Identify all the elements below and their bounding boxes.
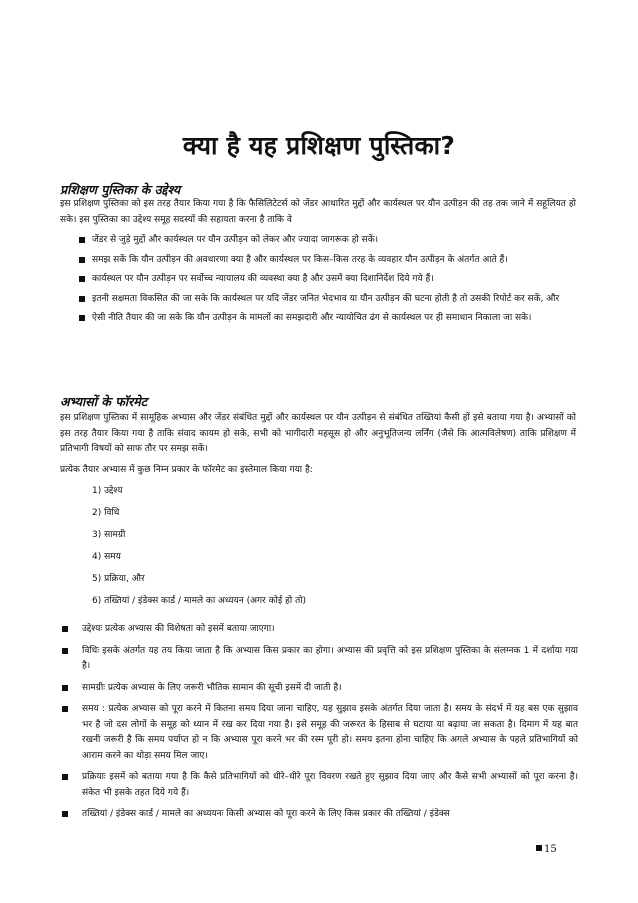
- list-item: 3) सामग्री: [92, 530, 126, 540]
- list-item: 5) प्रक्रिया, और: [92, 574, 145, 584]
- square-bullet-icon: [79, 315, 85, 321]
- list-item: समय : प्रत्येक अभ्यास को पूरा करने में कितना समय दिया जाना चाहिए, यह सुझाव इसके अंतर्गत दिया जाता है। समय के संदर्भ में यह बस एक सुझाव भर है जो दस लोगों के समूह को ध्यान में रख कर दिया गया है। इसे समूह की जरूरत के हिसाब से घटाया या बढ़ाया जा सकता है। दिमाग में यह बात रखनी जरूरी है कि समय पर्याप्त हो न कि अभ्यास पूरा करने भर की रस्म पूरी हो। समय इतना होना चाहिए कि अगले अभ्यास के पहले प्रतिभागियों को आराम करने का थोड़ा समय मिल जाए।: [60, 702, 578, 764]
- square-bullet-icon: [79, 296, 85, 302]
- formats-intro-paragraph: इस प्रशिक्षण पुस्तिका में सामूहिक अभ्यास और जेंडर संबंधित मुद्दों और कार्यस्थल पर यौन उत्पीड़न से संबंधित तख्तियां कैसी हों इसे बताया गया है। अभ्यासों को इस तरह तैयार किया गया है ताकि संवाद कायम हो सके, सभी को भागीदारी महसूस हो और अनुभूतिजन्य लर्निंग (जैसे कि आत्मविलेषण) ताकि प्रशिक्षण में प्रतिभागी विषयों को साफ तौर पर समझ सकें।: [60, 413, 576, 454]
- list-item: जेंडर से जुड़े मुद्दों और कार्यस्थल पर यौन उत्पीड़न को लेकर और ज्यादा जागरूक हो सकें।: [60, 233, 576, 249]
- list-item: 6) तख्तियां / इंडेक्स कार्ड / मामले का अध्ययन (अगर कोई हो तो): [92, 596, 307, 606]
- list-item: उद्देश्यः प्रत्येक अभ्यास की विशेषता को इसमें बताया जाएगा।: [60, 622, 578, 638]
- list-item: प्रक्रियाः इसमें को बताया गया है कि कैसे प्रतिभागियों को धीरे–धीरे पूरा विवरण रखते हुए सुझाव दिया जाए और कैसे सभी अभ्यासों को पूरा करना है। संकेत भी इसके तहत दिये गये हैं।: [60, 770, 578, 801]
- square-bullet-icon: [62, 648, 68, 654]
- square-bullet-icon: [536, 845, 542, 851]
- list-item: विधिः इसके अंतर्गत यह तय किया जाता है कि अभ्यास किस प्रकार का होगा। अभ्यास की प्रवृत्ति को इस प्रशिक्षण पुस्तिका के संलग्नक 1 में दर्शाया गया है।: [60, 644, 578, 675]
- list-item: तख्तियां / इंडेक्स कार्ड / मामले का अध्ययनः किसी अभ्यास को पूरा करने के लिए किस प्रकार की तख्तियां / इंडेक्स: [60, 807, 578, 823]
- square-bullet-icon: [62, 706, 68, 712]
- square-bullet-icon: [62, 811, 68, 817]
- objectives-bullet-list: [60, 233, 576, 331]
- square-bullet-icon: [79, 257, 85, 263]
- square-bullet-icon: [79, 237, 85, 243]
- format-numbered-list: [92, 484, 306, 616]
- list-item: 4) समय: [92, 552, 121, 562]
- list-item: 2) विधि: [92, 508, 120, 518]
- page-number: 15: [536, 844, 557, 855]
- square-bullet-icon: [62, 626, 68, 632]
- list-item: सामग्रीः प्रत्येक अभ्यास के लिए जरूरी भौतिक सामान की सूची इसमें दी जाती है।: [60, 681, 578, 697]
- section-heading-formats: अभ्यासों के फॉरमेट: [60, 394, 147, 409]
- page-title: क्या है यह प्रशिक्षण पुस्तिका?: [182, 131, 456, 160]
- section-heading-objectives: प्रशिक्षण पुस्तिका के उद्देश्य: [60, 182, 181, 197]
- list-item: 1) उद्देश्य: [92, 486, 123, 496]
- square-bullet-icon: [62, 685, 68, 691]
- list-item: समझ सकें कि यौन उत्पीड़न की अवधारणा क्या है और कार्यस्थल पर किस–किस तरह के व्यवहार यौन उत्पीड़न के अंतर्गत आते हैं।: [60, 253, 576, 269]
- square-bullet-icon: [62, 774, 68, 780]
- list-item: कार्यस्थल पर यौन उत्पीड़न पर सर्वोच्च न्यायालय की व्यवस्था क्या है और उसमें क्या दिशानिर्देश दिये गये हैं।: [60, 272, 576, 288]
- list-item: इतनी सक्षमता विकसित की जा सके कि कार्यस्थल पर यदि जेंडर जनित भेदभाव या यौन उत्पीड़न की घटना होती है तो उसकी रिपोर्ट कर सकें, और: [60, 292, 576, 308]
- format-details-bullet-list: [60, 622, 578, 829]
- format-list-intro: प्रत्येक तैयार अभ्यास में कुछ निम्न प्रकार के फॉरमेट का इस्तेमाल किया गया है:: [60, 465, 313, 475]
- square-bullet-icon: [79, 276, 85, 282]
- objectives-intro-paragraph: इस प्रशिक्षण पुस्तिका को इस तरह तैयार किया गया है कि फैसिलिटेटर्स को जेंडर आधारित मुद्दों और कार्यस्थल पर यौन उत्पीड़न की तह तक जाने में सहूलियत हो सके। इस पुस्तिका का उद्देश्य समूह सदस्यों की सहायता करना है ताकि वे: [60, 199, 576, 225]
- list-item: ऐसी नीति तैयार की जा सके कि यौन उत्पीड़न के मामलों का समझदारी और न्यायोचित ढंग से कार्यस्थल पर ही समाधान निकाला जा सके।: [60, 311, 576, 327]
